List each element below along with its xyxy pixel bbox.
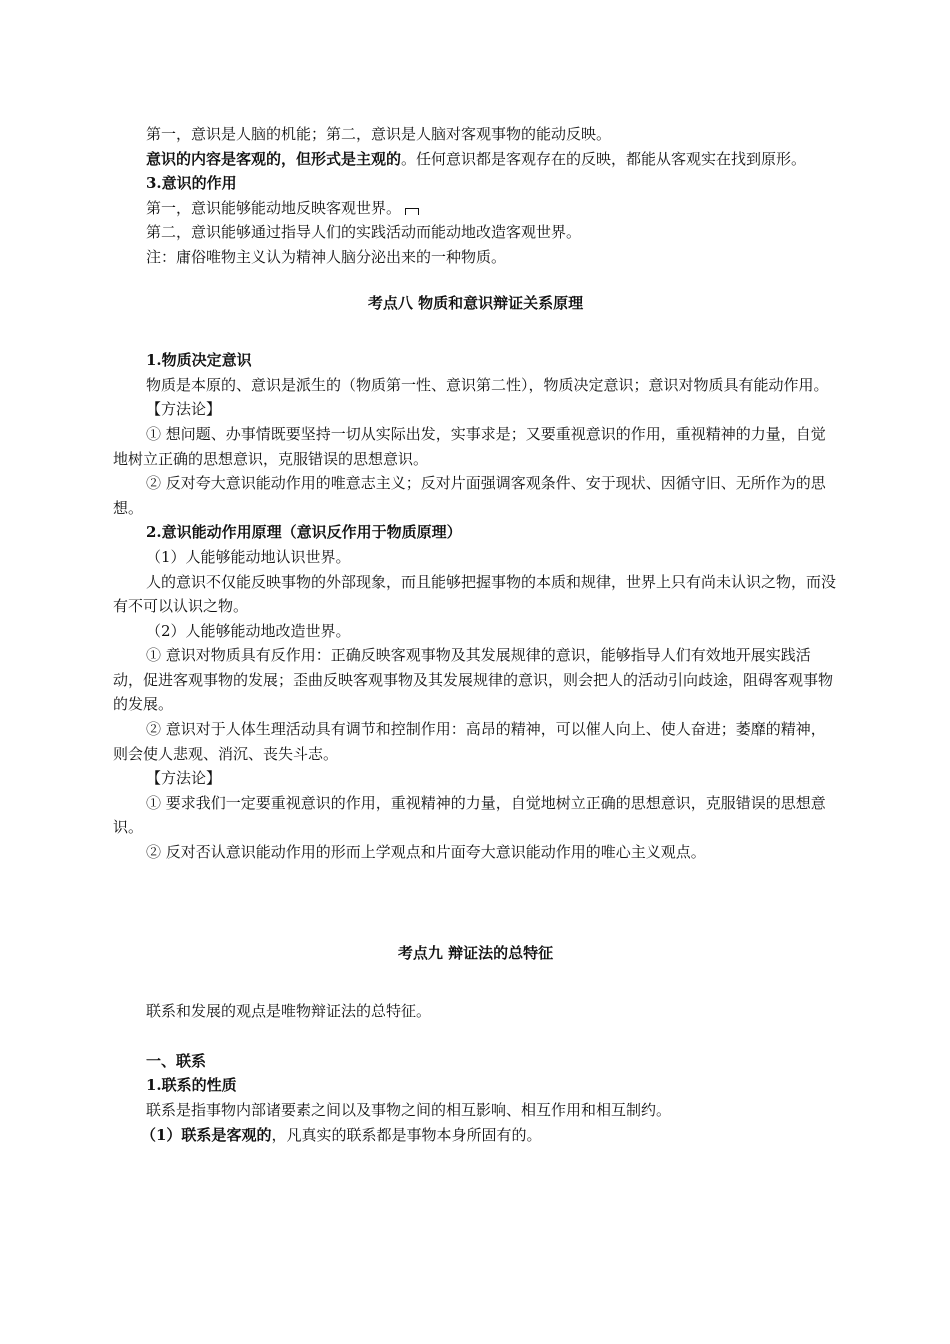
list-item: （2）人能够能动地改造世界。 [146, 621, 351, 640]
paragraph: 人的意识不仅能反映事物的外部现象，而且能够把握事物的本质和规律，世界上只有尚未认识之物，而没有不可以认识之物。 [113, 572, 837, 616]
subheading: 一、联系 [146, 1051, 207, 1070]
list-item: （1）人能够能动地认识世界。 [146, 547, 351, 566]
section-title: 考点九 辩证法的总特征 [397, 943, 554, 962]
text: ，凡真实的联系都是事物本身所固有的。 [271, 1125, 542, 1144]
list-item: ① 想问题、办事情既要坚持一切从实际出发，实事求是；又要重视意识的作用，重视精神的力量，自觉地树立正确的思想意识，克服错误的思想意识。 [113, 424, 826, 468]
label: 【方法论】 [146, 400, 222, 419]
section-title: 考点八 物质和意识辩证关系原理 [367, 293, 584, 312]
document-body [113, 122, 838, 1147]
paragraph [113, 196, 838, 221]
list-item: ② 反对否认意识能动作用的形而上学观点和片面夸大意识能动作用的唯心主义观点。 [146, 843, 706, 862]
list-item: ② 意识对于人体生理活动具有调节和控制作用：高昂的精神，可以催人向上、使人奋进；萎靡的精神，则会使人悲观、消沉、丧失斗志。 [113, 720, 826, 763]
paragraph [113, 1123, 838, 1148]
bold-text: 意识的内容是客观的，但形式是主观的 [146, 149, 402, 168]
paragraph: 物质是本原的、意识是派生的（物质第一性、意识第二性），物质决定意识；意识对物质具有能动作用。 [146, 375, 829, 394]
list-item: ② 反对夸大意识能动作用的唯意志主义；反对片面强调客观条件、安于现状、因循守旧、无所作为的思想。 [113, 474, 826, 517]
list-item: ① 意识对物质具有反作用：正确反映客观事物及其发展规律的意识，能够指导人们有效地开展实践活动，促进客观事物的发展；歪曲反映客观事物及其发展规律的意识，则会把人的活动引向歧途，阻碍客观事物的发展。 [113, 646, 834, 714]
paragraph [113, 147, 838, 172]
subheading: 2.意识能动作用原理（意识反作用于物质原理） [146, 523, 462, 542]
subheading: 3.意识的作用 [146, 174, 237, 193]
subheading: 1.物质决定意识 [146, 351, 252, 370]
label: 【方法论】 [146, 769, 222, 788]
bracket-mark-icon [405, 208, 419, 215]
subheading: 1.联系的性质 [146, 1076, 237, 1095]
bold-text: （1）联系是客观的 [141, 1125, 272, 1144]
note: 注：庸俗唯物主义认为精神人脑分泌出来的一种物质。 [146, 247, 507, 266]
text: 。任何意识都是客观存在的反映，都能从客观实在找到原形。 [401, 149, 807, 168]
text: 第一，意识能够能动地反映客观世界。 [146, 198, 402, 217]
paragraph: 联系和发展的观点是唯物辩证法的总特征。 [146, 1002, 432, 1021]
paragraph: 第二，意识能够通过指导人们的实践活动而能动地改造客观世界。 [146, 223, 582, 242]
paragraph: 第一，意识是人脑的机能；第二，意识是人脑对客观事物的能动反映。 [146, 125, 612, 143]
paragraph: 联系是指事物内部诸要素之间以及事物之间的相互影响、相互作用和相互制约。 [146, 1101, 672, 1119]
list-item: ① 要求我们一定要重视意识的作用，重视精神的力量，自觉地树立正确的思想意识，克服错误的思想意识。 [113, 793, 826, 837]
